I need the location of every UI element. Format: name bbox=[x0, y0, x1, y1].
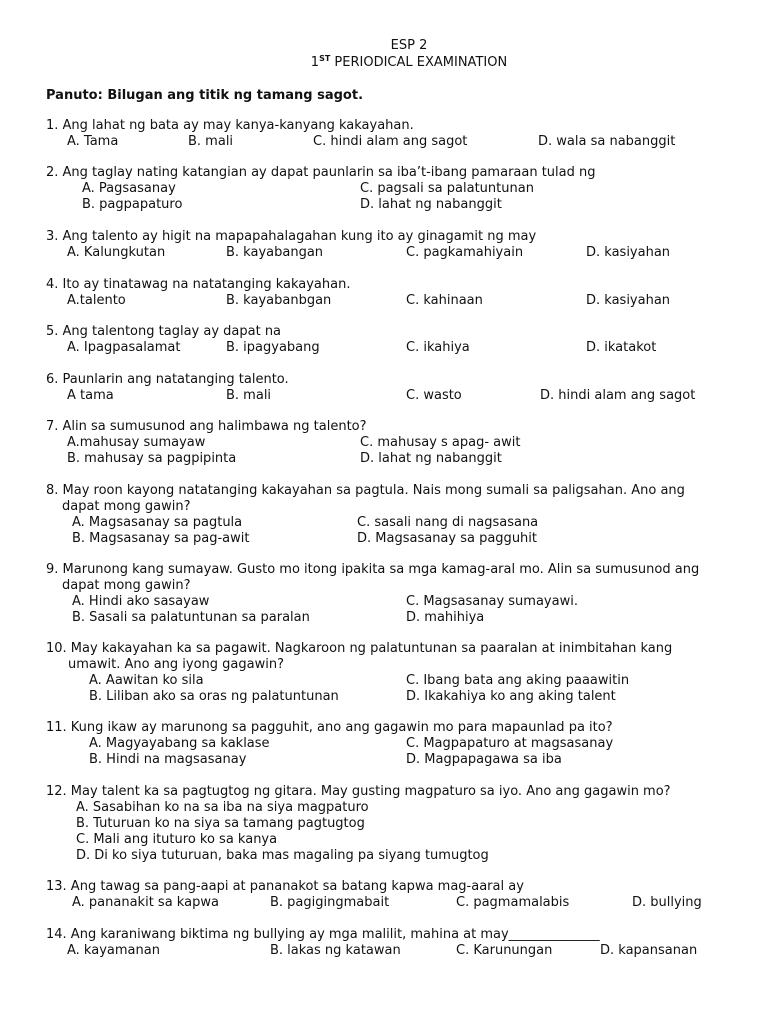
question-6-stem: 6. Paunlarin ang natatanging talento. bbox=[46, 372, 289, 387]
question-13-option-d: D. bullying bbox=[632, 895, 702, 910]
question-8-stem-line-1: 8. May roon kayong natatanging kakayahan sa pagtula. Nais mong sumali sa paligsahan. Ano ang bbox=[46, 483, 685, 498]
question-6-option-b: B. mali bbox=[226, 388, 272, 403]
question-10-option-b: B. Liliban ako sa oras ng palatuntunan bbox=[89, 689, 339, 704]
question-5-option-a: A. Ipagpasalamat bbox=[67, 340, 181, 355]
question-5-stem: 5. Ang talentong taglay ay dapat na bbox=[46, 324, 282, 339]
question-11-option-c: C. Magpapaturo at magsasanay bbox=[406, 736, 614, 751]
question-4-stem: 4. Ito ay tinatawag na natatanging kakayahan. bbox=[46, 277, 351, 292]
question-7-option-c: C. mahusay s apag- awit bbox=[360, 435, 521, 450]
question-13-stem: 13. Ang tawag sa pang-aapi at pananakot sa batang kapwa mag-aaral ay bbox=[46, 879, 524, 894]
question-13-option-b: B. pagigingmabait bbox=[270, 895, 390, 910]
question-10-option-d: D. Ikakahiya ko ang aking talent bbox=[406, 689, 616, 704]
question-14-option-b: B. lakas ng katawan bbox=[270, 943, 401, 958]
question-3-option-d: D. kasiyahan bbox=[586, 245, 671, 260]
question-8-option-b: B. Magsasanay sa pag-awit bbox=[72, 531, 250, 546]
question-4-option-d: D. kasiyahan bbox=[586, 293, 671, 308]
question-1-stem: 1. Ang lahat ng bata ay may kanya-kanyang kakayahan. bbox=[46, 118, 414, 133]
question-9-option-c: C. Magsasanay sumayawi. bbox=[406, 594, 578, 609]
question-1-option-c: C. hindi alam ang sagot bbox=[313, 134, 468, 149]
exam-title-text: PERIODICAL EXAMINATION bbox=[330, 55, 508, 70]
question-11-stem: 11. Kung ikaw ay marunong sa pagguhit, ano ang gagawin mo para mapaunlad pa ito? bbox=[46, 720, 613, 735]
question-5-option-d: D. ikatakot bbox=[586, 340, 657, 355]
question-7-option-d: D. lahat ng nabanggit bbox=[360, 451, 502, 466]
question-12-option-d: D. Di ko siya tuturuan, baka mas magaling pa siyang tumugtog bbox=[76, 848, 489, 863]
question-8-option-c: C. sasali nang di nagsasana bbox=[357, 515, 539, 530]
question-11-option-a: A. Magyayabang sa kaklase bbox=[89, 736, 270, 751]
question-1-option-b: B. mali bbox=[188, 134, 234, 149]
question-13-option-c: C. pagmamalabis bbox=[456, 895, 570, 910]
question-2-option-d: D. lahat ng nabanggit bbox=[360, 197, 502, 212]
question-6-option-d: D. hindi alam ang sagot bbox=[540, 388, 696, 403]
question-12-stem: 12. May talent ka sa pagtugtog ng gitara. May gusting magpaturo sa iyo. Ano ang gagawin mo? bbox=[46, 784, 671, 799]
question-2-stem: 2. Ang taglay nating katangian ay dapat paunlarin sa iba’t-ibang pamaraan tulad ng bbox=[46, 165, 596, 180]
question-7-stem: 7. Alin sa sumusunod ang halimbawa ng talento? bbox=[46, 419, 367, 434]
question-2-option-c: C. pagsali sa palatuntunan bbox=[360, 181, 534, 196]
question-14-option-d: D. kapansanan bbox=[600, 943, 698, 958]
question-12-option-b: B. Tuturuan ko na siya sa tamang pagtugtog bbox=[76, 816, 365, 831]
question-2-option-a: A. Pagsasanay bbox=[82, 181, 176, 196]
question-14-stem: 14. Ang karaniwang biktima ng bullying ay mga malilit, mahina at may______________ bbox=[46, 927, 600, 942]
question-1-option-d: D. wala sa nabanggit bbox=[538, 134, 676, 149]
subject-title: ESP 2 bbox=[390, 38, 428, 53]
question-10-option-c: C. Ibang bata ang aking paaawitin bbox=[406, 673, 630, 688]
question-11-option-b: B. Hindi na magsasanay bbox=[89, 752, 247, 767]
question-9-stem-line-2: dapat mong gawin? bbox=[62, 578, 191, 593]
question-6-option-a: A tama bbox=[67, 388, 114, 403]
question-3-stem: 3. Ang talento ay higit na mapapahalagahan kung ito ay ginagamit ng may bbox=[46, 229, 537, 244]
question-8-option-a: A. Magsasanay sa pagtula bbox=[72, 515, 243, 530]
question-11-option-d: D. Magpapagawa sa iba bbox=[406, 752, 562, 767]
question-8-option-d: D. Magsasanay sa pagguhit bbox=[357, 531, 538, 546]
question-12-option-c: C. Mali ang ituturo ko sa kanya bbox=[76, 832, 278, 847]
question-1-option-a: A. Tama bbox=[67, 134, 119, 149]
question-3-option-c: C. pagkamahiyain bbox=[406, 245, 524, 260]
question-9-option-d: D. mahihiya bbox=[406, 610, 485, 625]
exam-ordinal: 1 bbox=[310, 55, 320, 70]
question-4-option-c: C. kahinaan bbox=[406, 293, 483, 308]
question-5-option-c: C. ikahiya bbox=[406, 340, 470, 355]
question-7-option-b: B. mahusay sa pagpipinta bbox=[67, 451, 237, 466]
question-4-option-b: B. kayabanbgan bbox=[226, 293, 332, 308]
exam-ordinal-suffix: ST bbox=[319, 54, 331, 63]
question-9-stem-line-1: 9. Marunong kang sumayaw. Gusto mo itong ipakita sa mga kamag-aral mo. Alin sa sumusunod ang bbox=[46, 562, 700, 577]
question-12-option-a: A. Sasabihan ko na sa iba na siya magpaturo bbox=[76, 800, 369, 815]
question-10-option-a: A. Aawitan ko sila bbox=[89, 673, 204, 688]
question-3-option-a: A. Kalungkutan bbox=[67, 245, 166, 260]
instructions: Panuto: Bilugan ang titik ng tamang sagot. bbox=[46, 88, 364, 103]
question-6-option-c: C. wasto bbox=[406, 388, 462, 403]
question-3-option-b: B. kayabangan bbox=[226, 245, 324, 260]
question-9-option-b: B. Sasali sa palatuntunan sa paralan bbox=[72, 610, 310, 625]
question-4-option-a: A.talento bbox=[67, 293, 126, 308]
question-10-stem-line-1: 10. May kakayahan ka sa pagawit. Nagkaroon ng palatuntunan sa paaralan at inimbitahan kang bbox=[46, 641, 673, 656]
question-7-option-a: A.mahusay sumayaw bbox=[67, 435, 206, 450]
question-5-option-b: B. ipagyabang bbox=[226, 340, 320, 355]
question-14-option-c: C. Karunungan bbox=[456, 943, 553, 958]
question-8-stem-line-2: dapat mong gawin? bbox=[62, 499, 191, 514]
question-13-option-a: A. pananakit sa kapwa bbox=[72, 895, 219, 910]
question-10-stem-line-2: umawit. Ano ang iyong gagawin? bbox=[68, 657, 284, 672]
question-14-option-a: A. kayamanan bbox=[67, 943, 160, 958]
question-9-option-a: A. Hindi ako sasayaw bbox=[72, 594, 210, 609]
exam-title bbox=[0, 54, 768, 70]
question-2-option-b: B. pagpapaturo bbox=[82, 197, 183, 212]
